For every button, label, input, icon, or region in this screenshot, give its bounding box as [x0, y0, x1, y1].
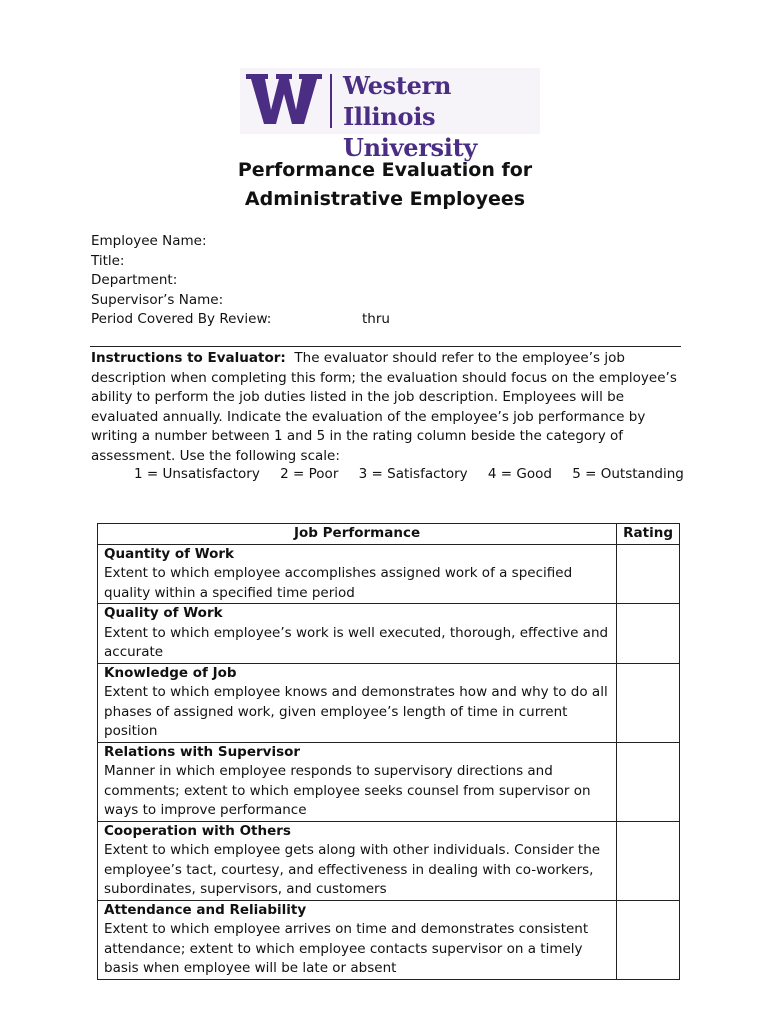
category-cell	[98, 742, 617, 821]
job-performance-header: Job Performance	[98, 524, 617, 545]
category-cell	[98, 900, 617, 979]
category-title: Relations with Supervisor	[104, 743, 301, 760]
wiu-w-logo-icon	[246, 70, 322, 128]
category-cell	[98, 604, 617, 664]
table-row	[98, 663, 680, 742]
category-title: Cooperation with Others	[104, 822, 291, 839]
category-description: Extent to which employee’s work is well executed, thorough, effective and accurate	[104, 624, 609, 660]
scale-item-5: 5 = Outstanding	[572, 466, 684, 482]
category-description: Extent to which employee gets along with other individuals. Consider the employee’s tact, courtesy, and effectiveness in dealing with co-workers, subordinates, supervisors, and customers	[104, 842, 601, 897]
page-title-line-1: Performance Evaluation for	[237, 159, 533, 181]
rating-cell[interactable]	[617, 900, 680, 979]
category-title: Attendance and Reliability	[104, 901, 307, 918]
logo-divider	[330, 74, 332, 128]
category-cell	[98, 821, 617, 900]
supervisor-name-label: Supervisor’s Name:	[91, 291, 224, 308]
university-logo	[240, 68, 540, 162]
table-row	[98, 604, 680, 664]
rating-cell[interactable]	[617, 663, 680, 742]
rating-cell[interactable]	[617, 742, 680, 821]
instructions-body: The evaluator should refer to the employee’s job description when completing this form; the evaluation should focus on the employee’s ability to perform the job duties listed in the job description. Employees will be evaluated annually. Indicate the evaluation of the employee’s job performance by writing a number between 1 and 5 in the rating column beside the category of assessment. Use the following scale:	[91, 350, 677, 464]
category-description: Extent to which employee knows and demonstrates how and why to do all phases of assigned work, given employee’s length of time in current position	[104, 684, 608, 739]
scale-item-4: 4 = Good	[487, 466, 552, 482]
category-description: Extent to which employee arrives on time and demonstrates consistent attendance; extent to which employee contacts supervisor on a timely basis when employee will be late or absent	[104, 921, 589, 976]
logo-line-2: University	[343, 133, 478, 162]
scale-item-3: 3 = Satisfactory	[358, 466, 468, 482]
instructions-heading: Instructions to Evaluator:	[91, 350, 286, 366]
table-row	[98, 821, 680, 900]
table-row	[98, 742, 680, 821]
period-label: Period Covered By Review:	[91, 311, 272, 327]
section-divider	[90, 346, 681, 347]
thru-label: thru	[362, 311, 390, 327]
category-title: Knowledge of Job	[104, 664, 237, 681]
page-title	[0, 156, 770, 214]
category-description: Extent to which employee accomplishes assigned work of a specified quality within a specified time period	[104, 565, 573, 601]
page-title-line-2: Administrative Employees	[244, 188, 526, 210]
rating-header: Rating	[617, 524, 680, 545]
category-description: Manner in which employee responds to supervisory directions and comments; extent to which employee seeks counsel from supervisor on ways to improve performance	[104, 763, 591, 818]
rating-scale	[134, 465, 700, 485]
period-row	[91, 310, 390, 330]
rating-cell[interactable]	[617, 544, 680, 604]
scale-item-2: 2 = Poor	[280, 466, 339, 482]
table-header-row	[98, 524, 680, 545]
table-row	[98, 900, 680, 979]
logo-line-1: Western Illinois	[343, 71, 452, 131]
title-label: Title:	[91, 252, 125, 269]
employee-name-label: Employee Name:	[91, 233, 207, 249]
department-label: Department:	[91, 272, 178, 288]
job-performance-table	[97, 523, 680, 980]
rating-cell[interactable]	[617, 821, 680, 900]
category-cell	[98, 544, 617, 604]
instructions-paragraph	[91, 349, 683, 466]
category-title: Quantity of Work	[104, 545, 235, 562]
table-row	[98, 544, 680, 604]
category-title: Quality of Work	[104, 605, 223, 621]
category-cell	[98, 663, 617, 742]
scale-item-1: 1 = Unsatisfactory	[134, 466, 260, 482]
employee-info-fields	[91, 232, 390, 330]
rating-cell[interactable]	[617, 604, 680, 664]
logo-wordmark	[343, 70, 540, 163]
